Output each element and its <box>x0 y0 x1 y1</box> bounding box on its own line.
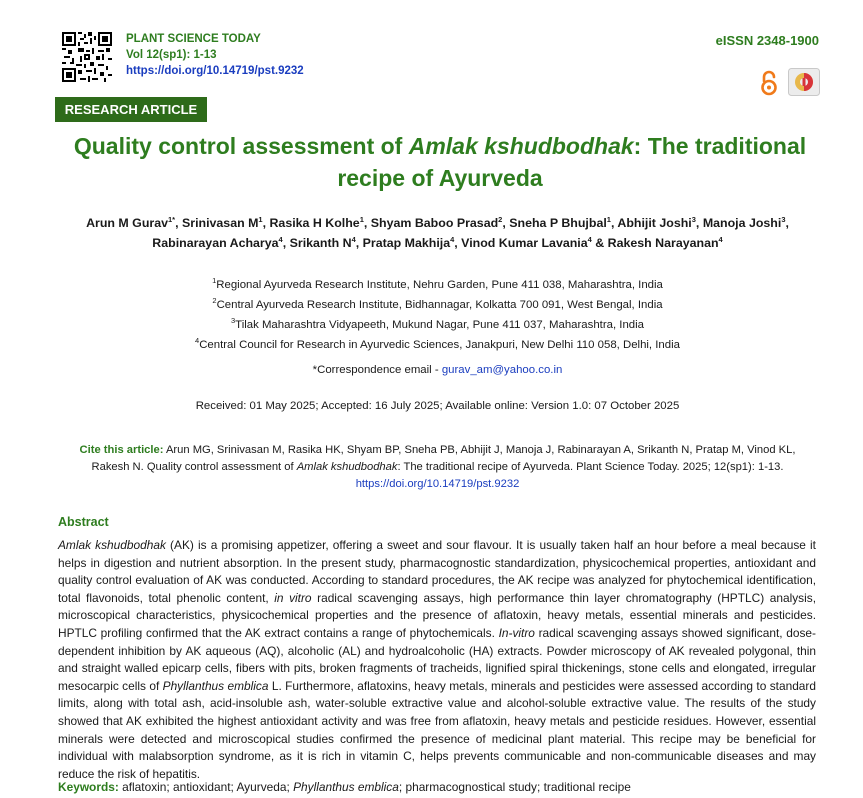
abstract-text-4: L. Furthermore, aflatoxins, heavy metals, minerals and pesticides were assessed according to standard limits, along with total ash, acid-insoluble ash, water-soluble extractive value and alcohol-soluble extractive value. The results of the study showed that AK exhibited the highest antioxidant activity and was free from aflatoxin, heavy metals and pesticide residues. However, essential minerals were detected and microscopical studies confirmed the presence of medicinal plant material. This recipe may be beneficial for individual with malabsorption syndrome, as it is rich in vitamin C, helps prevents communicable and non-communicable diseases and may reduce the risk of hepatitis. <box>58 678 816 781</box>
citation-italic: Amlak kshudbodhak <box>296 461 398 473</box>
author-affiliation-mark: 3 <box>691 214 696 224</box>
affiliation-item <box>60 315 815 335</box>
affiliation-text: Central Ayurveda Research Institute, Bidhannagar, Kolkatta 700 091, West Bengal, India <box>216 299 663 311</box>
abstract-italic-2: in vitro <box>274 590 312 605</box>
author-name: Manoja Joshi <box>702 216 782 230</box>
correspondence-label: *Correspondence email - <box>312 364 442 376</box>
author-separator: , <box>262 216 270 230</box>
affiliation-text: Regional Ayurveda Research Institute, Nehru Garden, Pune 411 038, Maharashtra, India <box>216 279 663 291</box>
author-name: Sneha P Bhujbal <box>509 216 607 230</box>
author-affiliation-mark: 3 <box>781 214 786 224</box>
title-part-2: : The traditional recipe of Ayurveda <box>337 133 807 191</box>
author-affiliation-mark: 1 <box>606 214 611 224</box>
abstract-italic-3: In-vitro <box>498 625 535 640</box>
author-name: Abhijit Joshi <box>617 216 692 230</box>
affiliation-text: Tilak Maharashtra Vidyapeeth, Mukund Nagar, Pune 411 037, Maharashtra, India <box>235 319 644 331</box>
author-separator: & <box>591 236 608 250</box>
author-affiliation-mark: 1* <box>168 214 176 224</box>
author-separator: , <box>610 216 618 230</box>
author-separator: , <box>355 236 363 250</box>
abstract-italic-1: Amlak kshudbodhak <box>58 538 166 552</box>
affiliation-mark: 2 <box>212 296 217 306</box>
abstract-text-3: radical scavenging assays showed significant, dose-dependent inhibition by AK aqueous (AQ), alcoholic (AL) and hydroalcoholic (HA) extracts. Powder microscopy of AK revealed polygonal, thin and straight walled epicarp cells, fibers with pits, broken fragments of tracheids, lignified spiral thickenings, stone cells and elongated, irregular mesocarpic cells of <box>58 625 816 693</box>
affiliation-mark: 1 <box>212 276 217 286</box>
keywords-text-1: aflatoxin; antioxidant; Ayurveda; <box>118 780 294 794</box>
keywords-label: Keywords: <box>58 780 119 794</box>
abstract-text-1: (AK) is a promising appetizer, offering a sweet and sour flavour. It is usually taken half an hour before a meal because it helps in digestion and nutrient absorption. In the present study, pharmacognostic standardization, physicochemical properties, antioxidant and quality control evaluation of AK was conducted. According to standard procedures, the AK recipe was analyzed for phytochemical identification, total flavonoids, total phenolic content, <box>58 538 816 605</box>
keywords-italic: Phyllanthus emblica <box>293 780 399 794</box>
author-affiliation-mark: 1 <box>258 214 263 224</box>
author-separator: , <box>175 216 182 230</box>
title-italic: Amlak kshudbodhak <box>408 133 634 159</box>
affiliation-list <box>60 275 815 355</box>
author-affiliation-mark: 1 <box>359 214 364 224</box>
abstract-heading: Abstract <box>58 515 109 529</box>
journal-info <box>126 31 304 79</box>
author-separator: , <box>785 216 789 230</box>
author-name: Rasika H Kolhe <box>269 216 360 230</box>
affiliation-item <box>60 335 815 355</box>
eissn-label: eISSN 2348-1900 <box>715 33 819 48</box>
author-affiliation-mark: 2 <box>498 214 503 224</box>
keywords <box>58 779 816 796</box>
article-type-badge: RESEARCH ARTICLE <box>55 97 207 122</box>
author-separator: , <box>282 236 290 250</box>
author-separator: , <box>363 216 371 230</box>
journal-volume: Vol 12(sp1): 1-13 <box>126 49 217 61</box>
qr-code-icon <box>62 32 112 82</box>
author-affiliation-mark: 4 <box>278 234 283 244</box>
author-affiliation-mark: 4 <box>351 234 356 244</box>
citation-text-2: : The traditional recipe of Ayurveda. Plant Science Today. 2025; 12(sp1): 1-13. <box>397 461 784 473</box>
check-for-updates-icon[interactable] <box>788 68 820 96</box>
correspondence-email-link[interactable]: gurav_am@yahoo.co.in <box>441 364 563 376</box>
author-affiliation-mark: 4 <box>587 234 592 244</box>
citation-text-1: Arun MG, Srinivasan M, Rasika HK, Shyam BP, Sneha PB, Abhijit J, Manoja J, Rabinarayan A, Srikanth N, Pratap M, Vinod KL, Rakesh N. Quality control assessment of <box>91 444 796 473</box>
author-separator: , <box>695 216 703 230</box>
title-part-1: Quality control assessment of <box>73 133 409 159</box>
citation-doi-link[interactable]: https://doi.org/10.14719/pst.9232 <box>355 478 520 490</box>
author-affiliation-mark: 4 <box>450 234 455 244</box>
journal-doi-link[interactable]: https://doi.org/10.14719/pst.9232 <box>126 65 304 77</box>
affiliation-item <box>60 295 815 315</box>
author-name: Rabinarayan Acharya <box>152 236 279 250</box>
author-separator: , <box>502 216 510 230</box>
publication-dates: Received: 01 May 2025; Accepted: 16 July 2025; Available online: Version 1.0: 07 October 2025 <box>195 400 680 412</box>
abstract-italic-4: Phyllanthus emblica <box>162 678 269 693</box>
author-name: Shyam Baboo Prasad <box>370 216 499 230</box>
abstract-body <box>58 537 816 783</box>
author-name: Vinod Kumar Lavania <box>461 236 588 250</box>
citation <box>60 442 815 493</box>
author-affiliation-mark: 4 <box>718 234 723 244</box>
author-separator: , <box>454 236 462 250</box>
citation-label: Cite this article: <box>79 444 164 456</box>
author-name: Arun M Gurav <box>86 216 168 230</box>
correspondence <box>60 364 815 376</box>
author-name: Rakesh Narayanan <box>607 236 719 250</box>
author-name: Srinivasan M <box>181 216 259 230</box>
keywords-text-2: ; pharmacognostical study; traditional recipe <box>398 780 631 794</box>
journal-name[interactable]: PLANT SCIENCE TODAY <box>126 33 261 45</box>
affiliation-mark: 3 <box>230 316 236 326</box>
abstract-text-2: radical scavenging assays, high performance thin layer chromatography (HPTLC) analysis, microscopical characteristics, physicochemical properties and the presence of aflatoxin, heavy metals, essential minerals and pesticides. HPTLC profiling confirmed that the AK extract contains a range of phytochemicals. <box>58 590 816 640</box>
article-title <box>60 130 820 194</box>
affiliation-mark: 4 <box>195 336 200 346</box>
author-name: Srikanth N <box>289 236 352 250</box>
open-access-lock-icon[interactable] <box>759 70 779 96</box>
author-list <box>60 213 815 253</box>
affiliation-text: Central Council for Research in Ayurvedic Sciences, Janakpuri, New Delhi 110 058, Delhi, India <box>199 339 680 351</box>
author-name: Pratap Makhija <box>362 236 451 250</box>
affiliation-item <box>60 275 815 295</box>
